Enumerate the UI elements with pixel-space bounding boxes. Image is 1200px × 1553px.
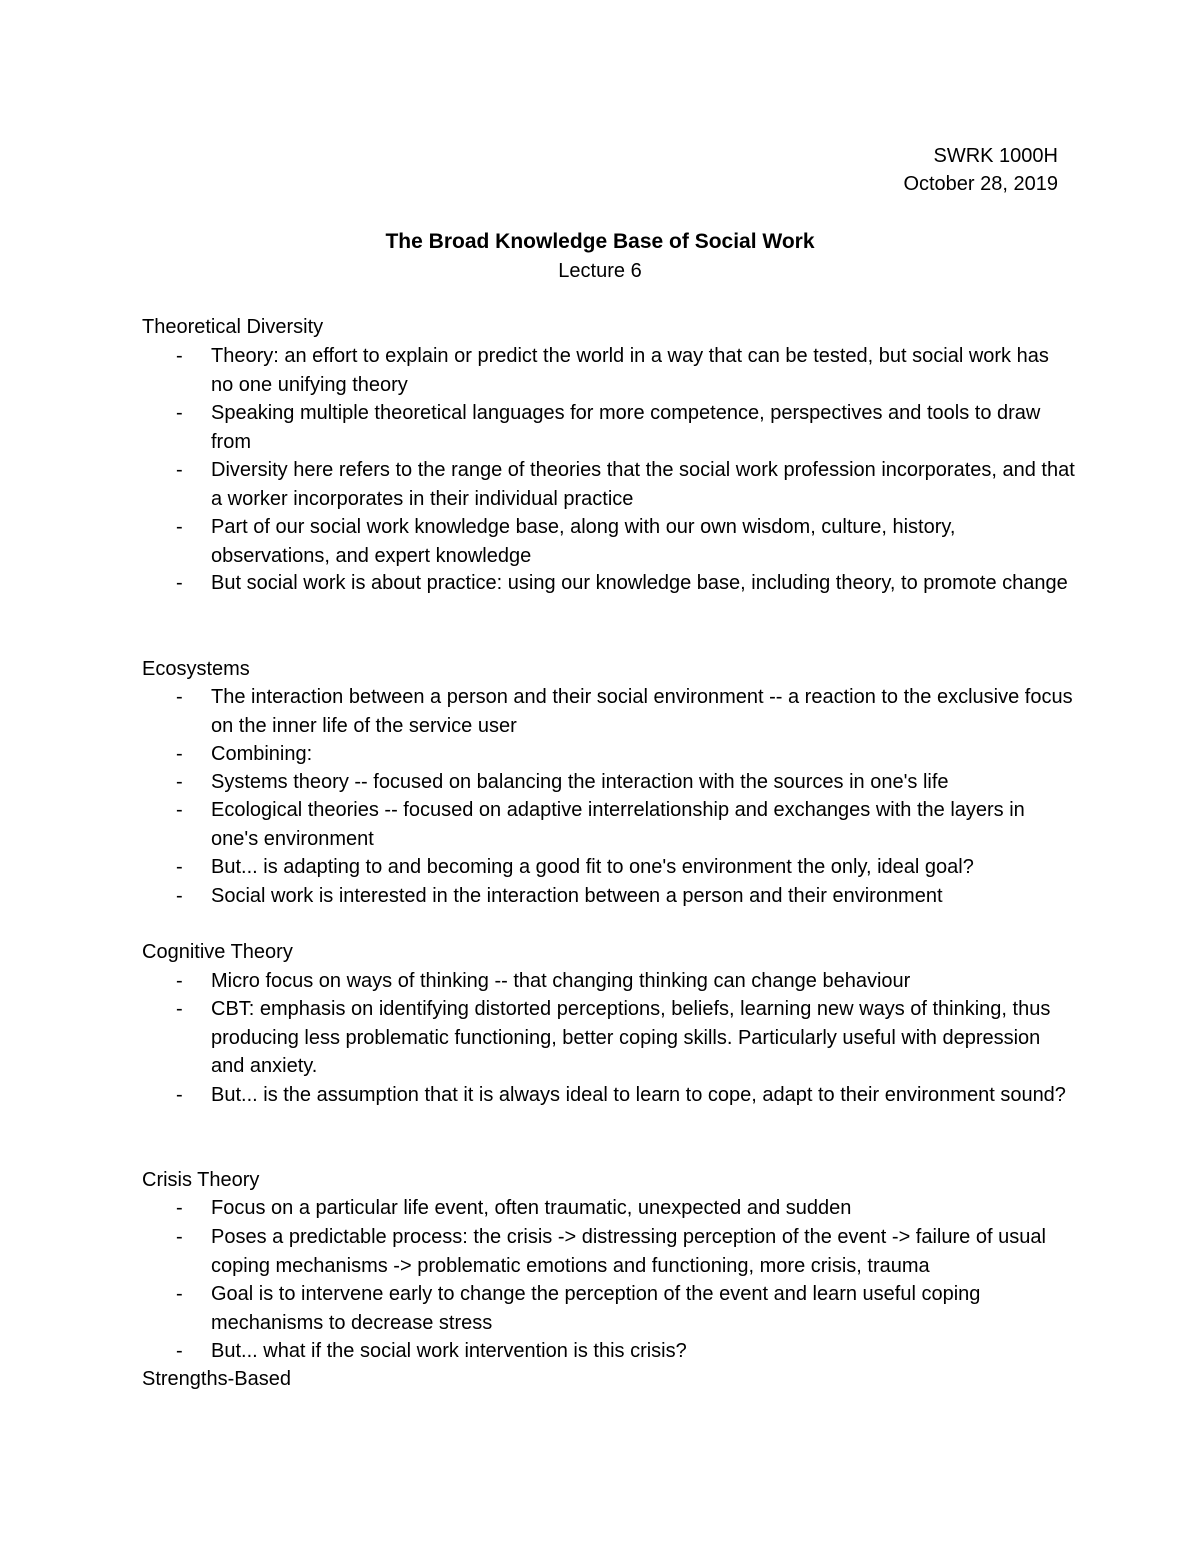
list-item xyxy=(176,683,1076,740)
bullet-marker: - xyxy=(176,1197,183,1219)
section-heading: Ecosystems xyxy=(142,658,250,680)
list-item xyxy=(176,995,1076,1081)
bullet-marker: - xyxy=(176,345,183,367)
list-item xyxy=(176,853,1076,882)
list-item-text: Diversity here refers to the range of theories that the social work profession incorporates, and that a worker incorporates in their individual practice xyxy=(211,459,1075,510)
document-subtitle: Lecture 6 xyxy=(558,260,642,282)
list-item xyxy=(176,1280,1076,1337)
bullet-marker: - xyxy=(176,856,183,878)
list-item-text: But... is adapting to and becoming a good fit to one's environment the only, ideal goal? xyxy=(211,856,974,878)
list-item-text: Systems theory -- focused on balancing the interaction with the sources in one's life xyxy=(211,771,949,793)
list-item-text: The interaction between a person and their social environment -- a reaction to the exclusive focus on the inner life of the service user xyxy=(211,686,1073,737)
document-title: The Broad Knowledge Base of Social Work xyxy=(385,230,815,253)
bullet-marker: - xyxy=(176,1226,183,1248)
section-heading: Crisis Theory xyxy=(142,1169,260,1191)
list-item-text: Speaking multiple theoretical languages for more competence, perspectives and tools to draw from xyxy=(211,402,1041,453)
bullet-marker: - xyxy=(176,686,183,708)
list-item xyxy=(176,513,1076,570)
list-item xyxy=(176,740,1076,769)
list-item-text: Combining: xyxy=(211,743,313,765)
bullet-marker: - xyxy=(176,572,183,594)
list-item xyxy=(176,1081,1076,1110)
list-item xyxy=(176,967,1076,996)
list-item-text: Social work is interested in the interaction between a person and their environment xyxy=(211,885,943,907)
bullet-marker: - xyxy=(176,885,183,907)
bullet-marker: - xyxy=(176,459,183,481)
list-item xyxy=(176,796,1076,853)
list-item xyxy=(176,342,1076,399)
section-heading: Strengths-Based xyxy=(142,1368,291,1390)
bullet-marker: - xyxy=(176,799,183,821)
bullet-marker: - xyxy=(176,1084,183,1106)
list-item xyxy=(176,399,1076,456)
list-item xyxy=(176,1194,1076,1223)
list-item-text: CBT: emphasis on identifying distorted perceptions, beliefs, learning new ways of thinking, thus producing less problematic functioning, better coping skills. Particularly useful with depression and anxiety. xyxy=(211,998,1051,1077)
list-item-text: But... is the assumption that it is always ideal to learn to cope, adapt to their environment sound? xyxy=(211,1084,1066,1106)
list-item-text: Theory: an effort to explain or predict the world in a way that can be tested, but social work has no one unifying theory xyxy=(211,345,1049,396)
list-item xyxy=(176,768,1076,797)
bullet-marker: - xyxy=(176,970,183,992)
list-item xyxy=(176,882,1076,911)
list-item-text: Ecological theories -- focused on adaptive interrelationship and exchanges with the layers in one's environment xyxy=(211,799,1025,850)
list-item-text: Poses a predictable process: the crisis -> distressing perception of the event -> failure of usual coping mechanisms -> problematic emotions and functioning, more crisis, trauma xyxy=(211,1226,1046,1277)
list-item xyxy=(176,1223,1076,1280)
list-item-text: Goal is to intervene early to change the perception of the event and learn useful coping mechanisms to decrease stress xyxy=(211,1283,981,1334)
bullet-marker: - xyxy=(176,1340,183,1362)
list-item xyxy=(176,569,1076,598)
list-item-text: Focus on a particular life event, often traumatic, unexpected and sudden xyxy=(211,1197,852,1219)
bullet-marker: - xyxy=(176,516,183,538)
course-code: SWRK 1000H xyxy=(933,145,1058,167)
list-item-text: But... what if the social work intervention is this crisis? xyxy=(211,1340,687,1362)
bullet-marker: - xyxy=(176,771,183,793)
list-item-text: But social work is about practice: using our knowledge base, including theory, to promote change xyxy=(211,572,1068,594)
bullet-marker: - xyxy=(176,743,183,765)
section-heading: Cognitive Theory xyxy=(142,941,293,963)
list-item-text: Micro focus on ways of thinking -- that changing thinking can change behaviour xyxy=(211,970,911,992)
list-item-text: Part of our social work knowledge base, along with our own wisdom, culture, history, observations, and expert knowledge xyxy=(211,516,956,567)
lecture-date: October 28, 2019 xyxy=(903,173,1058,195)
bullet-marker: - xyxy=(176,402,183,424)
list-item xyxy=(176,1337,1076,1366)
bullet-marker: - xyxy=(176,1283,183,1305)
list-item xyxy=(176,456,1076,513)
section-heading: Theoretical Diversity xyxy=(142,316,324,338)
bullet-marker: - xyxy=(176,998,183,1020)
